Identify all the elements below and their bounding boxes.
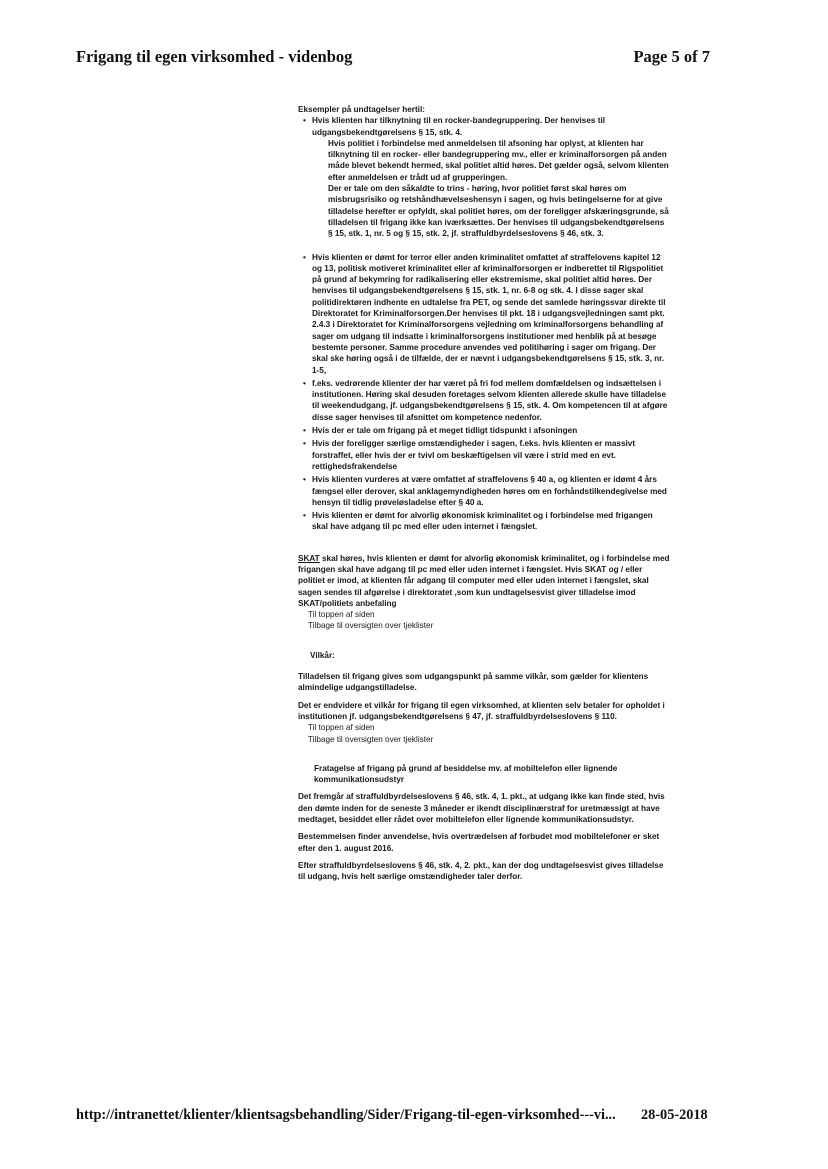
examples-intro: Eksempler på undtagelser hertil: — [298, 105, 425, 114]
list-item-paragraph: Der er tale om den såkaldte to trins - høring, hvor politiet først skal høres om misbrugsrisiko og retshåndhævelseshensyn i sagen, og hvis betingelserne for at give tilladelse herefter er opfyldt, skal politiet høres, om der foreligger afskæringsgrunde, så tilladelsen til frigang ikke kan iværksættes. Der henvises til udgangsbekendtgørelsens § 15, stk. 1, nr. 5 og § 15, stk. 2, jf. straffuldbyrdelseslovens § 46, stk. 3. — [328, 184, 669, 239]
footer-url: http://intranettet/klienter/klientsagsbehandling/Sider/Frigang-til-egen-virksomhed---vi... — [76, 1107, 616, 1123]
skat-text: skal høres, hvis klienten er dømt for alvorlig økonomisk kriminalitet, og i forbindelse med frigangen skal have adgang til pc med eller uden internet i fængslet. Hvis SKAT og / eller politiet er imod, at klienten får adgang til computer med eller uden internet i fængslet, skal sagen sendes til afgørelse i direktoratet ,som kun undtagelsesvist giver tilladelse imod SKAT/politiets anbefaling — [298, 553, 670, 608]
list-item-paragraph: Hvis politiet i forbindelse med anmeldelsen til afsoning har oplyst, at klienten har tilknytning til en rocker- eller bandegruppering mv., eller er kriminalforsorgen på anden måde blevet bekendt hermed, skal politiet altid høres. Det gælder også, selvom klienten efter anmeldelsen er trådt ud af grupperingen. — [328, 138, 669, 182]
list-item — [312, 115, 670, 239]
list-item: • f.eks. vedrørende klienter der har været på fri fod mellem domfældelsen og indsættelsen i institutionen. Høring skal desuden foretages selvom klienten allerede skulle have tilladelse til weekendudgang, jf. udgangsbekendtgørelsens § 15, stk. 4. Om kompetencen til at afgøre disse sager henvises til afsnittet om kompetence nedenfor. — [312, 378, 670, 423]
list-item: • Hvis klienten vurderes at være omfattet af straffelovens § 40 a, og klienten er idømt 4 års fængsel eller derover, skal anklagemyndigheden høres om en forhåndstilkendegivelse med hensyn til tidlig prøveløsladelse efter § 40 a. — [312, 474, 670, 508]
page-header-title: Frigang til egen virksomhed - videnbog — [76, 47, 353, 66]
list-item-text: Hvis klienten har tilknytning til en rocker-bandegruppering. Der henvises til udgangsbekendtgørelsens § 15, stk. 4. — [312, 116, 605, 137]
list-item: • Hvis der er tale om frigang på et meget tidligt tidspunkt i afsoningen — [312, 425, 670, 436]
back-to-overview-link[interactable]: Tilbage til oversigten over tjeklister — [308, 734, 434, 744]
skat-paragraph — [298, 553, 670, 609]
section-heading-fratagelse: Fratagelse af frigang på grund af besiddelse mv. af mobiltelefon eller lignende kommunikationsudstyr — [314, 763, 618, 785]
examples-list-2 — [298, 252, 670, 533]
vilkaar-paragraph: Tilladelsen til frigang gives som udgangspunkt på samme vilkår, som gælder for klientens almindelige udgangstilladelse. — [298, 672, 649, 693]
fratagelse-paragraph: Det fremgår af straffuldbyrdelseslovens § 46, stk. 4, 1. pkt., at udgang ikke kan finde sted, hvis den dømte inden for de seneste 3 måneder er ikendt disciplinærstraf for uretmæssigt at have medtaget, besiddet eller rådet over mobiltelefon eller lignende kommunikationsudstyr. — [298, 792, 665, 825]
fratagelse-paragraph: Bestemmelsen finder anvendelse, hvis overtrædelsen af forbudet mod mobiltelefoner er sket efter den 1. august 2016. — [298, 832, 660, 853]
back-to-top-link[interactable]: Til toppen af siden — [308, 610, 375, 620]
back-to-top-link[interactable]: Til toppen af siden — [308, 723, 375, 733]
page-number: Page 5 of 7 — [633, 47, 710, 66]
document-body — [298, 104, 670, 883]
fratagelse-paragraph: Efter straffuldbyrdelseslovens § 46, stk. 4, 2. pkt., kan der dog undtagelsesvist gives tilladelse til udgang, hvis helt særlige omstændigheder taler derfor. — [298, 860, 664, 882]
skat-link[interactable]: SKAT — [298, 553, 320, 563]
list-item: • Hvis klienten er dømt for terror eller anden kriminalitet omfattet af straffelovens kapitel 12 og 13, politisk motiveret kriminalitet eller af kriminalforsorgen er indberettet til Rigspolitiet på grund af bekymring for radikalisering eller ekstremisme, skal politiet altid høres. Der henvises til udgangsbekendtgørelsens § 15, stk. 1, nr. 6-8 og stk. 4. I disse sager skal politidirektøren indhente en udtalelse fra PET, og sende det samlede høringssvar direkte til Direktoratet for Kriminalforsorgen.Der henvises til pkt. 18 i udgangsvejledningen samt pkt. 2.4.3 i Direktoratet for Kriminalforsorgens vejledning om kriminalforsorgens behandling af sager om udgang til indsatte i kriminalforsorgens institutioner med henblik på at besøge bestemte personer. Samme procedure anvendes ved politihøring i sager om frigang. Der skal ske høring også i de tilfælde, der er nævnt i udgangsbekendtgørelsens § 15, stk. 3, nr. 1-5, — [312, 252, 670, 376]
footer-date: 28-05-2018 — [641, 1107, 708, 1123]
list-item: • Hvis der foreligger særlige omstændigheder i sagen, f.eks. hvis klienten er massivt forstraffet, eller hvis der er tvivl om beskæftigelsen vil være i strid med en evt. rettighedsfrakendelse — [312, 438, 670, 472]
vilkaar-paragraph: Det er endvidere et vilkår for frigang til egen virksomhed, at klienten selv betaler for opholdet i institutionen jf. udgangsbekendtgørelsens § 47, jf. straffuldbyrdelseslovens § 110. — [298, 700, 665, 721]
back-to-overview-link[interactable]: Tilbage til oversigten over tjeklister — [308, 621, 434, 631]
section-heading-vilkaar: Vilkår: — [310, 650, 335, 660]
examples-list — [298, 115, 670, 239]
list-item: • Hvis klienten er dømt for alvorlig økonomisk kriminalitet og i forbindelse med frigangen skal have adgang til pc med eller uden internet i fængslet. — [312, 510, 670, 533]
